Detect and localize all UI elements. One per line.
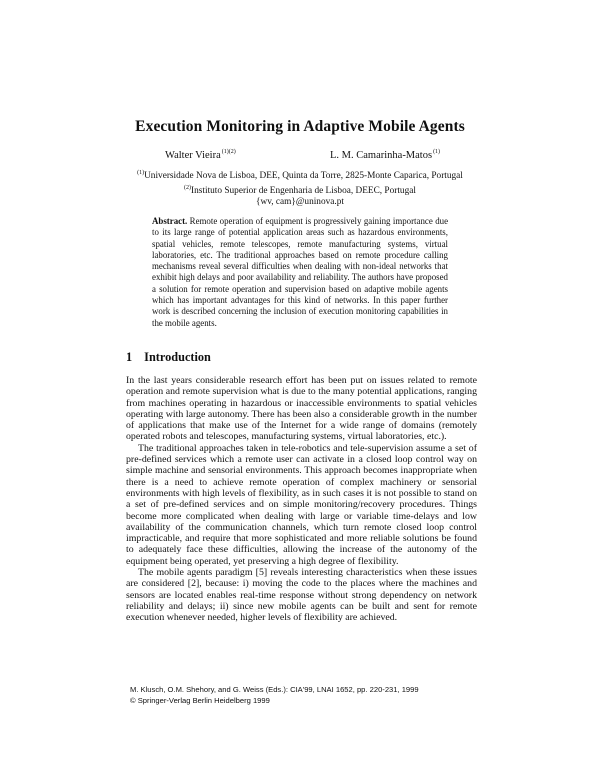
paragraph-1: In the last years considerable research effort has been put on issues related to remote operation and remote supervision what is due to the many potential applications, ranging from machines operating in hazardous or inaccessible environments to spatial vehicles operating with large autonomy. There has been also a considerable growth in the number of applications that make use of the Internet for a wide range of domains (remotely operated robots and telescopes, manufacturing systems, virtual laboratories, etc.). [126, 375, 477, 443]
abstract-text: Remote operation of equipment is progressively gaining importance due to its large range of potential application areas such as hazardous environments, spatial vehicles, remote telescopes, remote manufacturing systems, virtual laboratories, etc. The traditional approaches based on remote procedure calling mechanisms reveal several difficulties when dealing with non-ideal networks that exhibit high delays and poor availability and reliability. The authors have proposed a solution for remote operation and supervision based on adaptive mobile agents which has important advantages for this kind of networks. In this paper further work is described concerning the inclusion of execution monitoring capabilities in the mobile agents. [152, 216, 449, 328]
affiliation-2: $^{(2)}$Instituto Superior de Engenharia de Lisboa, DEEC, Portugal [184, 184, 416, 196]
affiliation-1: $^{(1)}$Universidade Nova de Lisboa, DEE, Quinta da Torre, 2825-Monte Caparica, Portugal [137, 170, 463, 181]
paper-title: Execution Monitoring in Adaptive Mobile Agents [135, 118, 465, 135]
section-title: Introduction [144, 350, 211, 364]
footer-copyright: © Springer-Verlag Berlin Heidelberg 1999 [130, 695, 270, 705]
footer-citation: M. Klusch, O.M. Shehory, and G. Weiss (Eds.): CIA'99, LNAI 1652, pp. 220-231, 1999 [130, 685, 419, 694]
author-camarinha-matos: L. M. Camarinha-Matos$^{(1)}$ [330, 149, 441, 161]
abstract [152, 216, 448, 329]
author-emails: {wv, cam}@uninova.pt [256, 197, 344, 207]
section-heading [126, 350, 211, 365]
section-number: 1 [126, 350, 133, 364]
abstract-label: Abstract. [152, 216, 188, 226]
body-text [126, 375, 477, 624]
page-footer [130, 685, 419, 706]
affiliations [0, 168, 600, 209]
paragraph-3: The mobile agents paradigm [5] reveals interesting characteristics when these issues are considered [2], because: i) moving the code to the places where the machines and sensors are located enables real-time response without strong dependency on network reliability and delays; ii) since new mobile agents can be built and sent for remote execution whenever needed, higher levels of flexibility are achieved. [126, 567, 477, 624]
paragraph-2: The traditional approaches taken in tele-robotics and tele-supervision assume a set of pre-defined services which a remote user can activate in a closed loop control way on simple machine and sensorial environments. This approach becomes inappropriate when there is a need to achieve remote operation of complex machinery or sensorial environments with high levels of flexibility, as in such cases it is not possible to stand on a set of pre-defined services and on simple monitoring/recovery procedures. Things become more complicated when dealing with large or variable time-delays and low availability of the communication channels, which turn remote closed loop control impracticable, and require that more sophisticated and more reliable solutions be found to adequately face these difficulties, allowing the increase of the autonomy of the equipment being operated, yet preserving a high degree of flexibility. [126, 442, 477, 567]
author-vieira: Walter Vieira$^{(1)(2)}$ [165, 149, 236, 161]
